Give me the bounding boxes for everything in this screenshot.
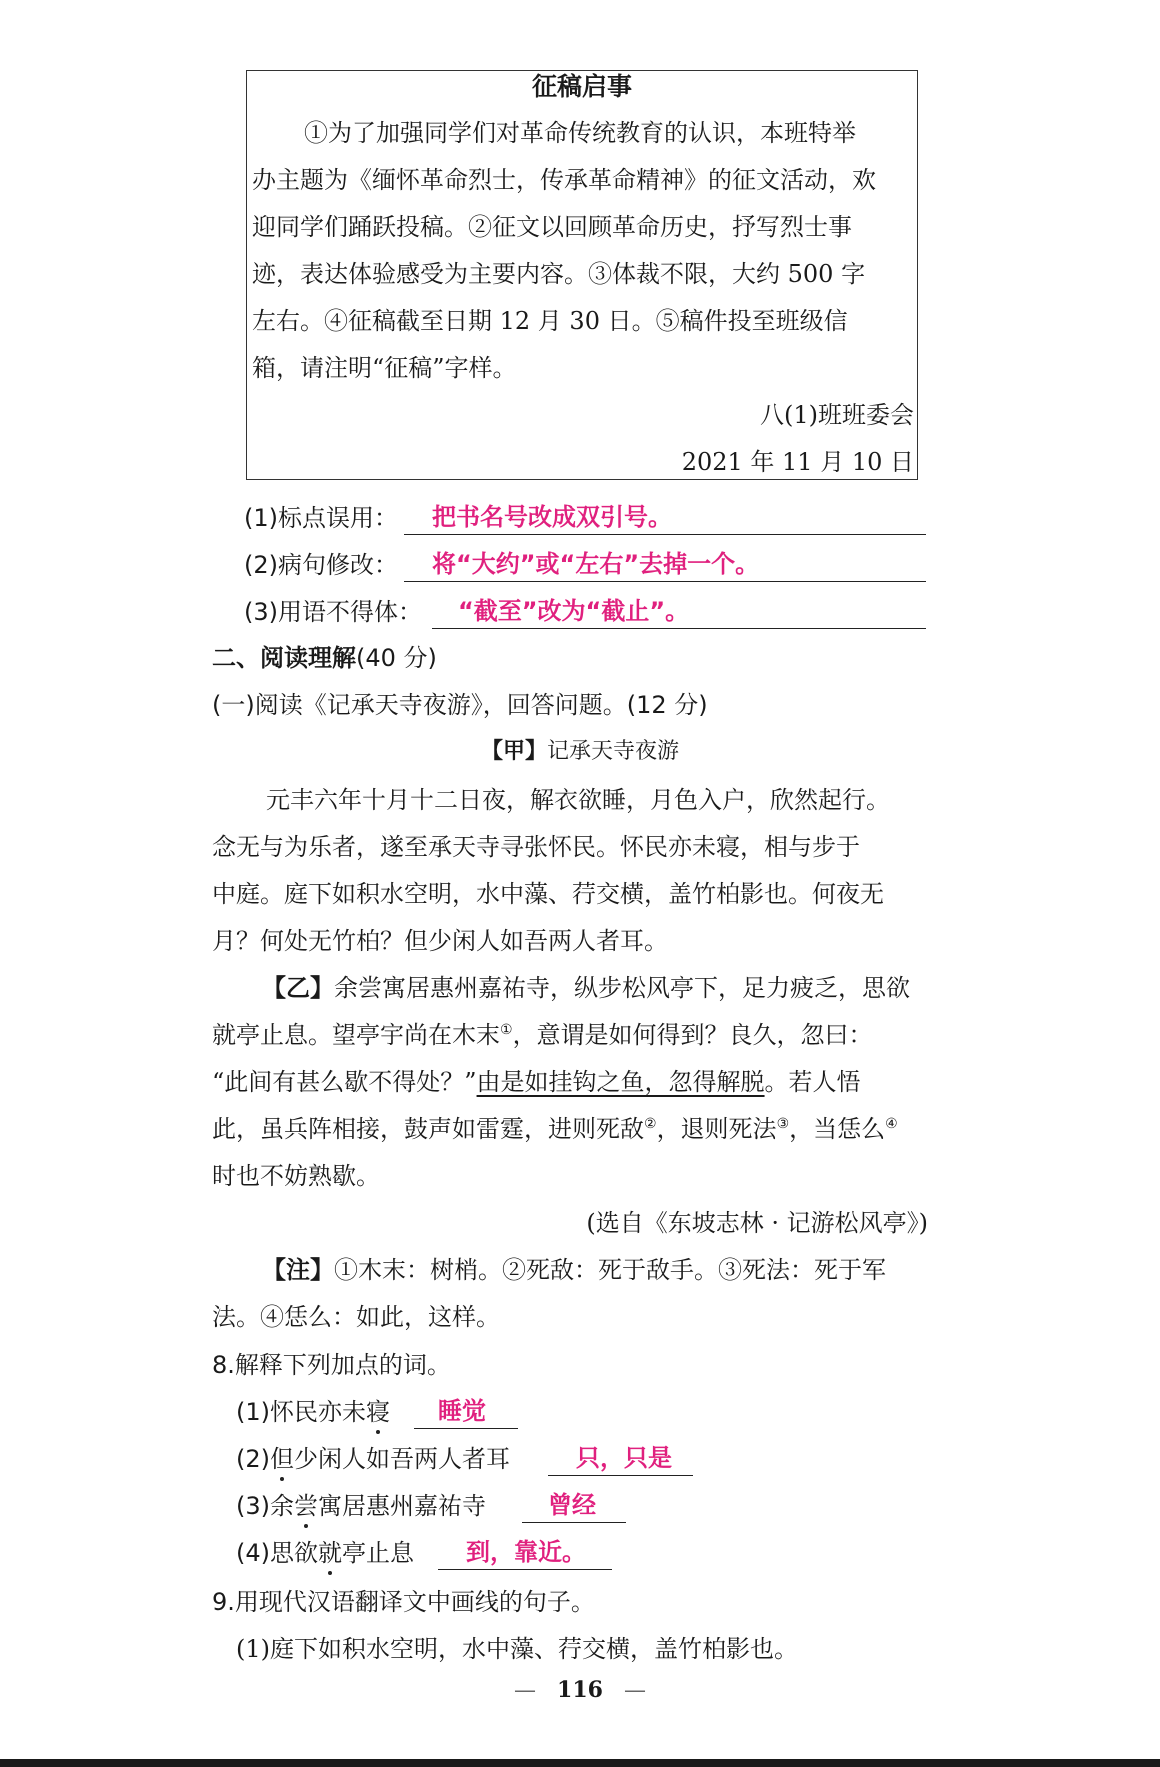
section-score: (40 分) [356, 644, 437, 672]
correction-answer-1: 把书名号改成双引号。 [432, 503, 672, 531]
q8-answer-4: 到，靠近。 [466, 1538, 586, 1566]
q8-underline-3 [522, 1522, 626, 1523]
q8-item-1 [236, 1397, 390, 1427]
bottom-bar [0, 1759, 1160, 1767]
answer-underline-2 [404, 581, 926, 582]
correction-answer-2: 将“大约”或“左右”去掉一个。 [432, 550, 760, 578]
notice-line-6: 箱，请注明“征稿”字样。 [252, 354, 517, 382]
section-title: 二、阅读理解 [212, 644, 356, 672]
notice-signature: 八(1)班班委会 [760, 401, 914, 429]
q9-title: 9.用现代汉语翻译文中画线的句子。 [212, 1588, 595, 1616]
subsection-heading: (一)阅读《记承天寺夜游》，回答问题。(12 分) [212, 691, 708, 719]
answer-underline-1 [404, 534, 926, 535]
correction-answer-3: “截至”改为“截止”。 [458, 597, 690, 625]
q8-item-3-pre: (3)余 [236, 1492, 294, 1520]
footnote-ref-3: ③ [776, 1116, 790, 1132]
notice-title: 征稿启事 [531, 72, 632, 101]
q8-item-4 [236, 1538, 414, 1568]
correction-label-2: (2)病句修改： [244, 551, 398, 579]
jia-line-1: 元丰六年十月十二日夜，解衣欲睡，月色入户，欣然起行。 [266, 786, 890, 814]
notice-line-1: ①为了加强同学们对革命传统教育的认识，本班特举 [304, 119, 856, 147]
notes-text-1: ①木末：树梢。②死敌：死于敌手。③死法：死于军 [334, 1256, 886, 1284]
q8-item-4-post: 亭止息 [342, 1539, 414, 1567]
q8-title: 8.解释下列加点的词。 [212, 1351, 451, 1379]
dotted-word-3: 尝 [294, 1492, 318, 1520]
q8-answer-2: 只，只是 [576, 1444, 672, 1472]
q8-item-2-post: 少闲人如吾两人者耳 [294, 1445, 510, 1473]
q9-item-1: (1)庭下如积水空明，水中藻、荇交横，盖竹柏影也。 [236, 1635, 798, 1663]
yi-line-5: 时也不妨熟歇。 [212, 1162, 380, 1190]
notice-line-4: 迹，表达体验感受为主要内容。③体裁不限，大约 500 字 [252, 260, 866, 288]
yi-tag: 【乙】 [262, 974, 334, 1002]
notice-line-2: 办主题为《缅怀革命烈士，传承革命精神》的征文活动，欢 [252, 166, 876, 194]
q8-underline-4 [438, 1569, 612, 1570]
q8-underline-2 [548, 1475, 693, 1476]
dotted-word-4: 就 [318, 1539, 342, 1567]
jia-line-3: 中庭。庭下如积水空明，水中藻、荇交横，盖竹柏影也。何夜无 [212, 880, 884, 908]
yi-text-2a: 就亭止息。望亭宇尚在木末 [212, 1021, 500, 1049]
footnote-ref-2: ② [644, 1116, 657, 1132]
yi-text-4c: ，当恁么 [789, 1115, 886, 1143]
notes-line-2: 法。④恁么：如此，这样。 [212, 1303, 500, 1331]
q8-answer-3: 曾经 [548, 1491, 596, 1519]
yi-text-2b: ，意谓是如何得到？良久，忽曰： [512, 1021, 873, 1049]
q8-item-3-post: 寓居惠州嘉祐寺 [318, 1492, 486, 1520]
q8-item-1-pre: (1)怀民亦未 [236, 1398, 366, 1426]
page-number: 116 [557, 1677, 603, 1703]
dotted-word-2: 但 [270, 1445, 294, 1473]
notice-line-3: 迎同学们踊跃投稿。②征文以回顾革命历史，抒写烈士事 [252, 213, 852, 241]
yi-text-4a: 此，虽兵阵相接，鼓声如雷霆，进则死敌 [212, 1115, 644, 1143]
jia-heading [0, 737, 1160, 767]
dotted-word-1: 寝 [366, 1398, 390, 1426]
footnote-ref-4: ④ [885, 1116, 898, 1132]
notice-date: 2021 年 11 月 10 日 [681, 448, 914, 476]
notes-line-1 [262, 1255, 886, 1285]
yi-line-1 [262, 973, 910, 1003]
q8-answer-1: 睡觉 [438, 1397, 486, 1425]
section-heading [212, 643, 437, 673]
footer-dash-left: — [514, 1678, 537, 1703]
notice-line-5: 左右。④征稿截至日期 12 月 30 日。⑤稿件投至班级信 [252, 307, 848, 335]
yi-text-4b: ，退则死法 [656, 1115, 777, 1143]
underlined-sentence: 由是如挂钩之鱼，忽得解脱 [476, 1068, 765, 1096]
correction-label-1: (1)标点误用： [244, 504, 398, 532]
yi-line-4 [212, 1114, 898, 1144]
footnote-ref-1: ① [500, 1022, 513, 1038]
jia-tag: 【甲】 [480, 739, 547, 764]
yi-text-3a: “此间有甚么歇不得处？” [212, 1068, 477, 1096]
q8-item-2 [236, 1444, 510, 1474]
q8-item-4-pre: (4)思欲 [236, 1539, 318, 1567]
yi-line-2 [212, 1020, 873, 1050]
yi-line-3 [212, 1067, 861, 1097]
jia-line-4: 月？何处无竹柏？但少闲人如吾两人者耳。 [212, 927, 668, 955]
yi-source: (选自《东坡志林 · 记游松风亭》) [586, 1209, 928, 1237]
yi-text-1: 余尝寓居惠州嘉祐寺，纵步松风亭下，足力疲乏，思欲 [334, 974, 910, 1002]
answer-underline-3 [432, 628, 926, 629]
footer-dash-right: — [623, 1678, 646, 1703]
jia-title: 记承天寺夜游 [547, 739, 680, 764]
correction-label-3: (3)用语不得体： [244, 598, 422, 626]
q8-item-3 [236, 1491, 486, 1521]
notes-tag: 【注】 [262, 1256, 334, 1284]
q8-item-2-pre: (2) [236, 1445, 270, 1473]
yi-text-3b: 。若人悟 [764, 1068, 861, 1096]
q8-underline-1 [414, 1428, 518, 1429]
page-footer [0, 1675, 1160, 1706]
jia-line-2: 念无与为乐者，遂至承天寺寻张怀民。怀民亦未寝，相与步于 [212, 833, 860, 861]
